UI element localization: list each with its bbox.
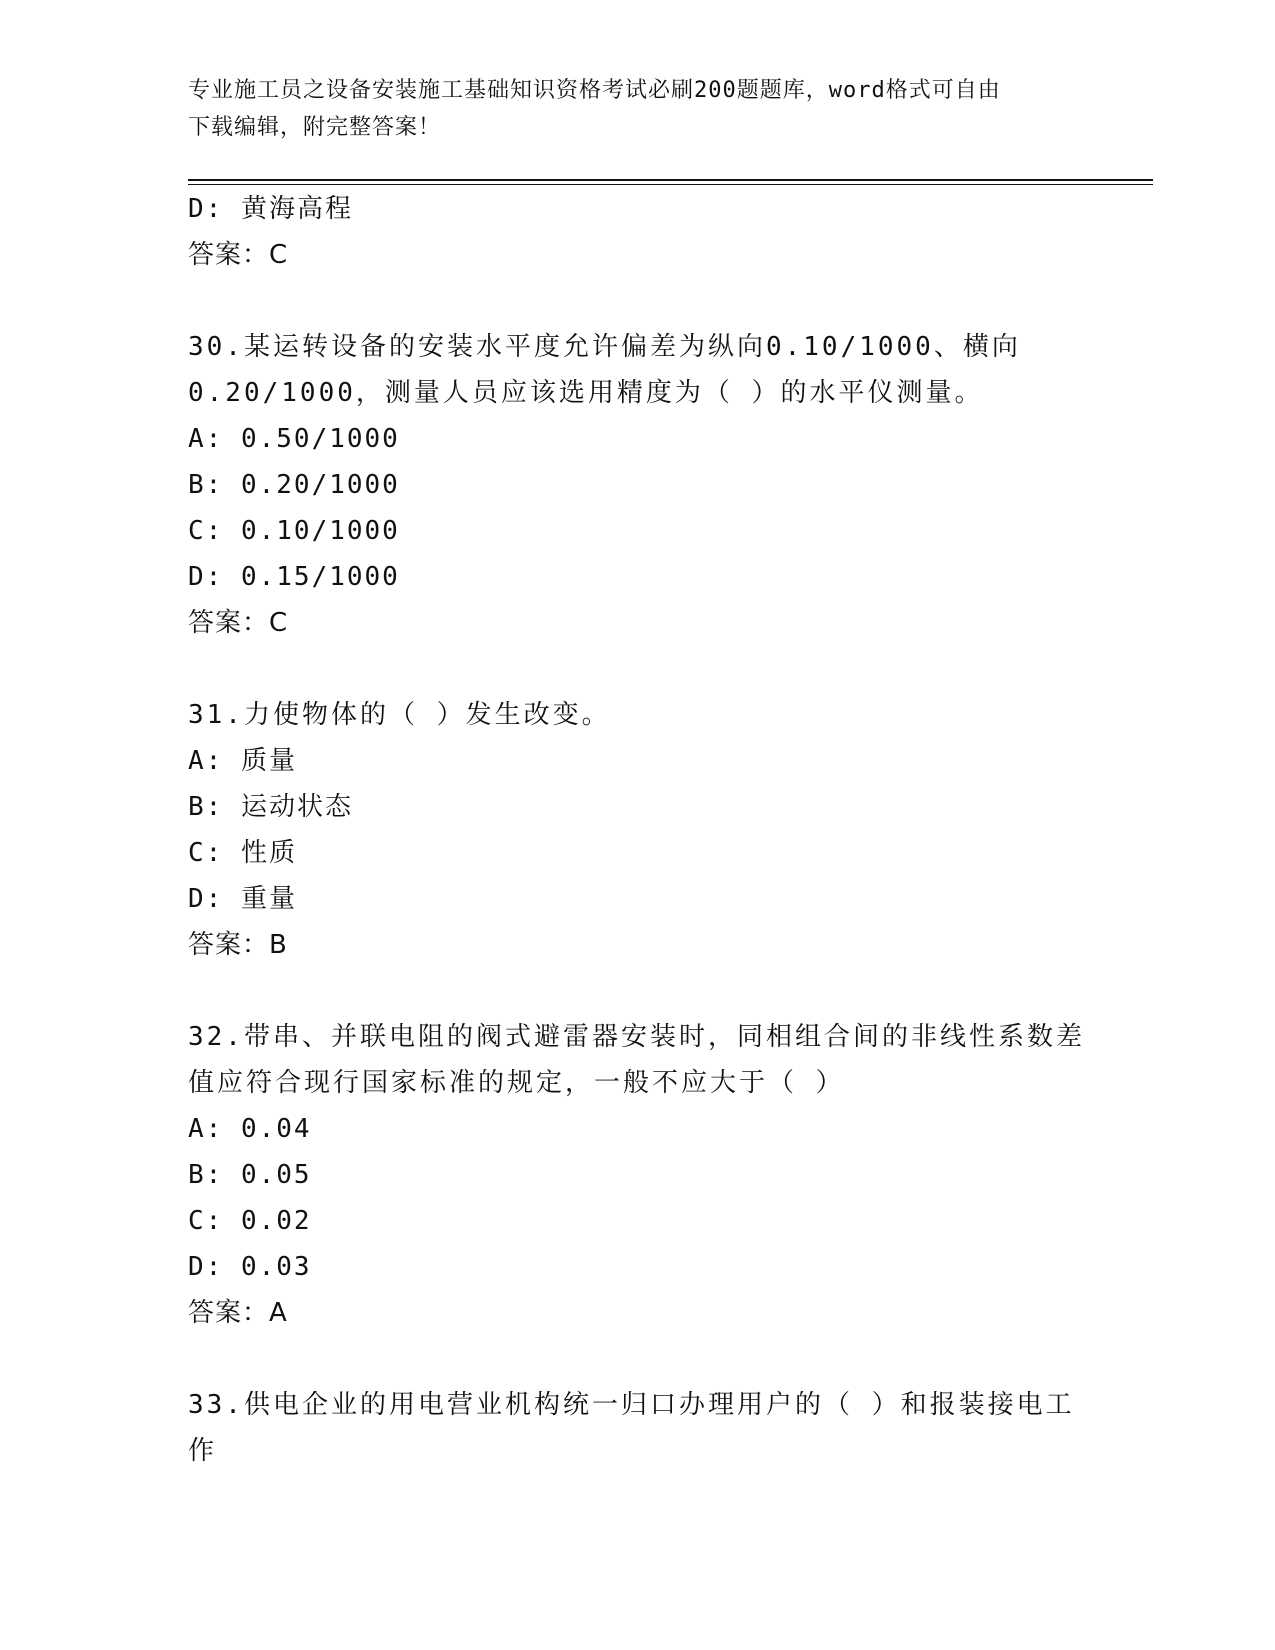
page-header	[188, 72, 1068, 146]
question-31	[188, 692, 1088, 968]
question-stem-line: 0.20/1000，测量人员应该选用精度为（ ）的水平仪测量。	[188, 378, 984, 408]
option-c: C: 性质	[188, 838, 297, 868]
question-stem-line: 31.力使物体的（ ）发生改变。	[188, 700, 611, 730]
spacer	[188, 1336, 1088, 1382]
option-a: A: 质量	[188, 746, 297, 776]
option-b: B: 0.20/1000	[188, 470, 400, 500]
question-stem-line: 32.带串、并联电阻的阀式避雷器安装时，同相组合间的非线性系数差	[188, 1022, 1085, 1052]
header-divider-thin	[188, 184, 1153, 185]
option-d: D: 0.15/1000	[188, 562, 400, 592]
option-c: C: 0.10/1000	[188, 516, 400, 546]
option-d: D: 重量	[188, 884, 297, 914]
question-stem-line: 33.供电企业的用电营业机构统一归口办理用户的（ ）和报装接电工	[188, 1390, 1075, 1420]
question-stem-line: 值应符合现行国家标准的规定，一般不应大于（ ）	[188, 1068, 845, 1098]
question-32	[188, 1014, 1088, 1336]
question-content	[188, 186, 1088, 1474]
question-29-tail	[188, 186, 1088, 278]
option-a: A: 0.50/1000	[188, 424, 400, 454]
header-divider-thick	[188, 179, 1153, 181]
question-30	[188, 324, 1088, 646]
header-line-1: 专业施工员之设备安装施工基础知识资格考试必刷200题题库，word格式可自由	[188, 78, 1001, 103]
spacer	[188, 646, 1088, 692]
answer-line: 答案：C	[188, 240, 289, 270]
option-d: D: 黄海高程	[188, 194, 353, 224]
answer-line: 答案：C	[188, 608, 289, 638]
answer-line: 答案：A	[188, 1298, 288, 1328]
spacer	[188, 278, 1088, 324]
option-b: B: 0.05	[188, 1160, 312, 1190]
spacer	[188, 968, 1088, 1014]
question-stem-line: 30.某运转设备的安装水平度允许偏差为纵向0.10/1000、横向	[188, 332, 1021, 362]
question-stem-line: 作	[188, 1436, 218, 1466]
header-line-2: 下载编辑，附完整答案！	[188, 115, 442, 140]
answer-line: 答案：B	[188, 930, 288, 960]
option-a: A: 0.04	[188, 1114, 312, 1144]
option-b: B: 运动状态	[188, 792, 353, 822]
option-c: C: 0.02	[188, 1206, 312, 1236]
option-d: D: 0.03	[188, 1252, 312, 1282]
question-33	[188, 1382, 1088, 1474]
